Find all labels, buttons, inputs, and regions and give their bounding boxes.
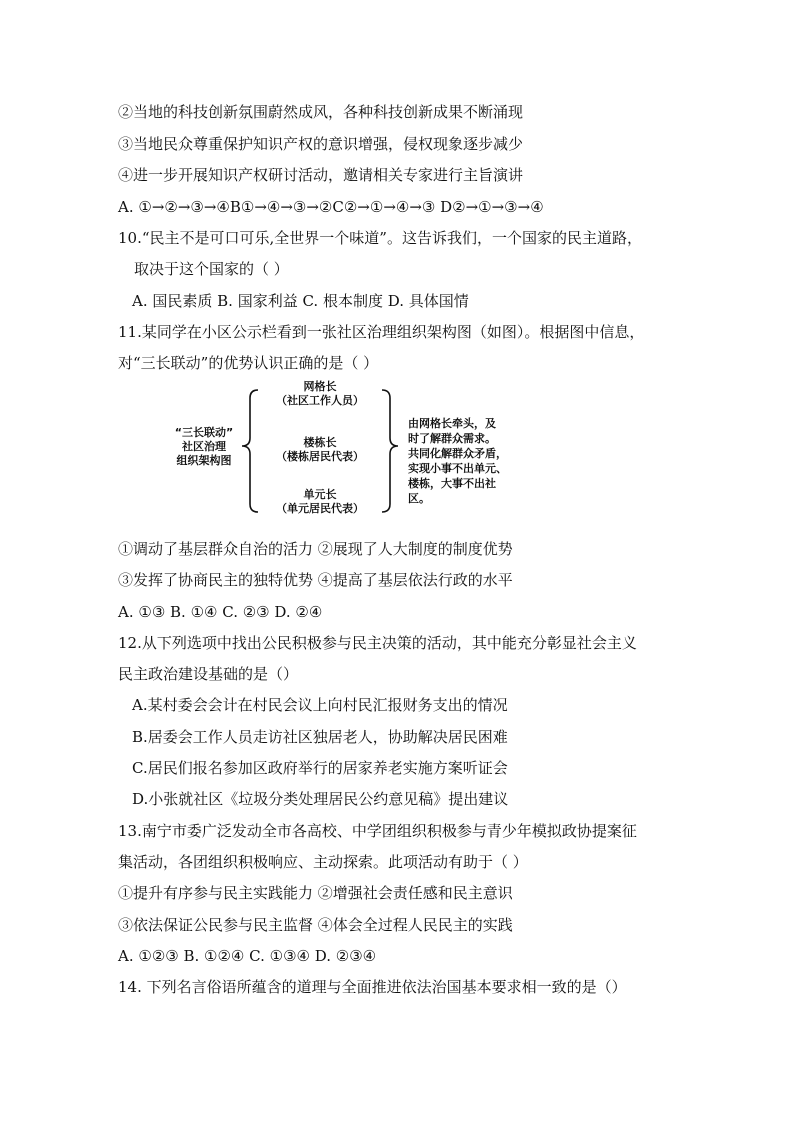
q14-stem: 14. 下列名言俗语所蕴含的道理与全面推进依法治国基本要求相一致的是（） <box>118 978 627 996</box>
q9-options: A. ①→②→③→④B①→④→③→②C②→①→④→③ D②→①→③→④ <box>118 198 544 216</box>
q10-stem: 10.“民主不是可口可乐,全世界一个味道”。这告诉我们，一个国家的民主道路， <box>118 229 642 247</box>
left-title-line: 社区治理 <box>182 440 226 453</box>
q11-statements-2: ③发挥了协商民主的独特优势 ④提高了基层依法行政的水平 <box>118 571 513 589</box>
q12-stem-cont: 民主政治建设基础的是（） <box>118 665 299 683</box>
diagram-note <box>408 416 507 506</box>
q11-options: A. ①③ B. ①④ C. ②③ D. ②④ <box>118 603 323 621</box>
q11-stem: 11.某同学在小区公示栏看到一张社区治理组织架构图（如图）。根据图中信息， <box>118 323 645 341</box>
note-line: 区。 <box>408 492 430 505</box>
branch-subtitle: （单元居民代表） <box>276 502 364 515</box>
q13-statements-1: ①提升有序参与民主实践能力 ②增强社会责任感和民主意识 <box>118 884 513 902</box>
note-line: 实现小事不出单元、 <box>408 462 507 475</box>
branch-title: 网格长 <box>303 380 337 393</box>
branch-title: 楼栋长 <box>303 436 337 449</box>
note-line: 共同化解群众矛盾， <box>408 447 507 460</box>
q12-option-b: B.居委会工作人员走访社区独居老人，协助解决居民困难 <box>132 728 508 746</box>
branch-unit-leader <box>256 488 384 516</box>
statement-3: ③当地民众尊重保护知识产权的意识增强，侵权现象逐步减少 <box>118 135 524 153</box>
q12-option-a: A.某村委会会计在村民会议上向村民汇报财务支出的情况 <box>132 696 508 714</box>
q11-statements-1: ①调动了基层群众自治的活力 ②展现了人大制度的制度优势 <box>118 540 513 558</box>
q10-options: A. 国民素质 B. 国家利益 C. 根本制度 D. 具体国情 <box>132 292 469 310</box>
q10-stem-cont: 取决于这个国家的（ ） <box>134 260 289 278</box>
branch-building-leader <box>256 436 384 464</box>
branch-subtitle: （楼栋居民代表） <box>276 450 364 463</box>
branch-subtitle: （社区工作人员） <box>276 394 364 407</box>
statement-2: ②当地的科技创新氛围蔚然成风，各种科技创新成果不断涌现 <box>118 103 524 121</box>
note-line: 时了解群众需求。 <box>408 432 496 445</box>
q13-stem: 13.南宁市委广泛发动全市各高校、中学团组织积极参与青少年模拟政协提案征 <box>118 822 637 840</box>
q13-statements-2: ③依法保证公民参与民主监督 ④体会全过程人民民主的实践 <box>118 916 513 934</box>
left-title-line: “三长联动” <box>174 426 234 439</box>
right-brace <box>382 390 398 512</box>
note-line: 楼栋，大事不出社 <box>408 477 496 490</box>
q11-stem-cont: 对“三长联动”的优势认识正确的是（ ） <box>118 354 379 372</box>
branch-grid-leader <box>256 380 384 408</box>
left-title-line: 组织架构图 <box>176 454 232 467</box>
statement-4: ④进一步开展知识产权研讨活动，邀请相关专家进行主旨演讲 <box>118 166 524 184</box>
q12-option-d: D.小张就社区《垃圾分类处理居民公约意见稿》提出建议 <box>132 790 509 808</box>
q12-stem: 12.从下列选项中找出公民积极参与民主决策的活动，其中能充分彰显社会主义 <box>118 634 637 652</box>
note-line: 由网格长牵头，及 <box>408 417 496 430</box>
q12-option-c: C.居民们报名参加区政府举行的居家养老实施方案听证会 <box>132 759 508 777</box>
org-structure-diagram <box>160 376 560 521</box>
branch-title: 单元长 <box>303 488 337 501</box>
q13-stem-cont: 集活动，各团组织积极响应、主动探索。此项活动有助于（ ） <box>118 853 528 871</box>
q13-options: A. ①②③ B. ①②④ C. ①③④ D. ②③④ <box>118 947 377 965</box>
diagram-left-title <box>160 426 248 468</box>
